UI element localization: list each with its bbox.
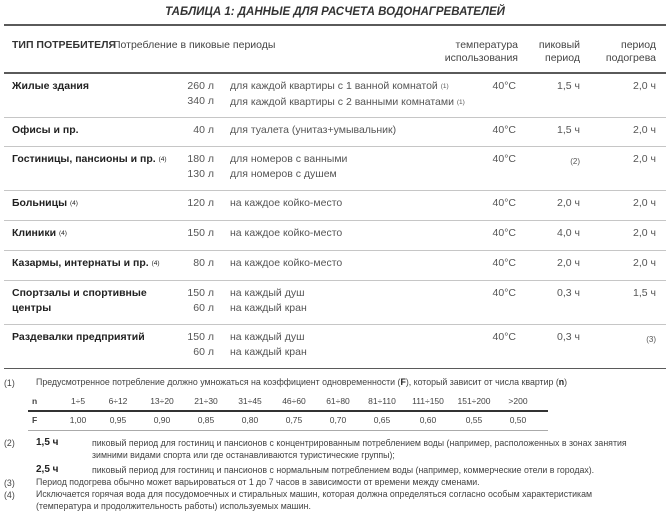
footnote-3-text: Период подогрева обычно может варьироваться от 1 до 7 часов в зависимости от времени между сменами.	[36, 477, 480, 487]
consumer-type: Клиники (4)	[12, 227, 67, 239]
consumer-type: Жилые здания	[12, 80, 89, 92]
n-value: 21÷30	[194, 396, 218, 406]
volume: 150 л 60 л	[187, 331, 214, 358]
temperature: 40°C	[492, 257, 516, 269]
description: для каждой квартиры с 1 ванной комнатой (1) для каждой квартиры с 2 ванными комнатами (1)	[230, 80, 465, 108]
factor-table-f-row	[28, 415, 548, 429]
factor-table-bottom-rule	[28, 430, 548, 431]
consumer-type: Раздевалки предприятий	[12, 331, 145, 343]
temperature: 40°C	[492, 153, 516, 165]
heating-period: 2,0 ч	[633, 227, 656, 239]
volume: 260 л 340 л	[187, 80, 214, 107]
description: на каждое койко-место	[230, 227, 343, 239]
consumer-type: Спортзалы и спортивные центры	[12, 287, 147, 314]
peak-period: 1,5 ч	[557, 124, 580, 136]
footnote-2a-text: пиковый период для гостиниц и пансионов с концентрированным потреблением воды (например, расположенных в зонах занятия зимними видами спорта или где останавливаются туристические группы);	[92, 438, 627, 460]
volume: 180 л 130 л	[187, 153, 214, 180]
peak-period: 0,3 ч	[557, 331, 580, 343]
f-value: 0,95	[109, 415, 127, 425]
heating-period: 2,0 ч	[633, 124, 656, 136]
peak-period: 2,0 ч	[557, 197, 580, 209]
factor-table-n-row	[28, 396, 548, 410]
f-value: 0,65	[373, 415, 391, 425]
peak-period: 0,3 ч	[557, 287, 580, 299]
consumer-type: Казармы, интернаты и пр. (4)	[12, 257, 160, 269]
description: на каждое койко-место	[230, 197, 343, 209]
table-row	[4, 191, 666, 221]
table-row	[4, 74, 666, 118]
temperature: 40°C	[492, 287, 516, 299]
volume: 150 л 60 л	[187, 287, 214, 314]
heating-period: 1,5 ч	[633, 287, 656, 299]
n-value: >200	[508, 396, 528, 406]
volume: 40 л	[193, 124, 214, 136]
header-type: ТИП ПОТРЕБИТЕЛЯ	[12, 39, 116, 51]
footnote-number: (2)	[4, 438, 15, 448]
table-row	[4, 221, 666, 251]
top-rule	[4, 24, 666, 26]
temperature: 40°C	[492, 331, 516, 343]
table-title: ТАБЛИЦА 1: ДАННЫЕ ДЛЯ РАСЧЕТА ВОДОНАГРЕВАТЕЛЕЙ	[165, 6, 505, 18]
consumer-type: Офисы и пр.	[12, 124, 79, 136]
temperature: 40°C	[492, 124, 516, 136]
peak-period: 2,0 ч	[557, 257, 580, 269]
description: на каждый душ на каждый кран	[230, 287, 307, 314]
table-row	[4, 281, 666, 325]
n-value: 31÷45	[238, 396, 262, 406]
footnote-2b-text: пиковый период для гостиниц и пансионов с нормальным потреблением воды (например, коммерческие отели в городах).	[92, 465, 595, 475]
table-row	[4, 118, 666, 147]
header-temperature-line2: использования	[444, 51, 518, 64]
n-value: 151÷200	[457, 396, 491, 406]
header-temperature-line1: температура	[455, 39, 518, 51]
n-value: 111÷150	[412, 396, 444, 406]
peak-value-b: 2,5 ч	[36, 464, 59, 475]
footnote-4-text: Исключается горячая вода для посудомоечных и стиральных машин, которая должна определяться согласно особым характеристикам (температура и продолжительность работы) используемых машин.	[36, 489, 593, 511]
f-value: 0,75	[285, 415, 303, 425]
n-label: n	[32, 396, 38, 406]
temperature: 40°C	[492, 227, 516, 239]
f-value: 0,85	[197, 415, 215, 425]
n-value: 61÷80	[326, 396, 350, 406]
peak-period: 1,5 ч	[557, 80, 580, 92]
header-peak-line2: период	[545, 51, 580, 64]
header-temperature	[420, 39, 518, 64]
peak-period: (2)	[570, 157, 580, 166]
heating-period: 2,0 ч	[633, 257, 656, 269]
peak-value-a: 1,5 ч	[36, 437, 59, 448]
volume: 150 л	[187, 227, 214, 239]
temperature: 40°C	[492, 197, 516, 209]
description: на каждое койко-место	[230, 257, 343, 269]
footnote-number: (1)	[4, 378, 15, 388]
n-value: 46÷60	[282, 396, 306, 406]
factor-table-rule	[28, 410, 548, 412]
footnote-number: (4)	[4, 490, 15, 500]
f-value: 0,50	[509, 415, 527, 425]
header-heating-line1: период	[621, 39, 656, 51]
f-value: 1,00	[69, 415, 87, 425]
volume: 80 л	[193, 257, 214, 269]
n-value: 81÷110	[368, 396, 396, 406]
header-peak	[520, 39, 580, 64]
f-value: 0,55	[465, 415, 483, 425]
temperature: 40°C	[492, 80, 516, 92]
description: для туалета (унитаз+умывальник)	[230, 124, 397, 136]
description: на каждый душ на каждый кран	[230, 331, 307, 358]
n-value: 6÷12	[108, 396, 128, 406]
f-value: 0,60	[419, 415, 437, 425]
description: для номеров с ванными для номеров с душем	[230, 153, 348, 180]
header-heating	[590, 39, 656, 64]
consumer-type: Больницы (4)	[12, 197, 78, 209]
peak-period: 4,0 ч	[557, 227, 580, 239]
consumer-type: Гостиницы, пансионы и пр. (4)	[12, 153, 167, 165]
heating-period: (3)	[646, 335, 656, 344]
heating-period: 2,0 ч	[633, 153, 656, 165]
f-value: 0,80	[241, 415, 259, 425]
table-row	[4, 251, 666, 281]
header-heating-line2: подогрева	[605, 51, 656, 64]
volume: 120 л	[187, 197, 214, 209]
f-value: 0,90	[153, 415, 171, 425]
header-consumption: Потребление в пиковые периоды	[113, 39, 276, 51]
header-peak-line1: пиковый	[538, 39, 580, 51]
heating-period: 2,0 ч	[633, 197, 656, 209]
heating-period: 2,0 ч	[633, 80, 656, 92]
n-value: 13÷20	[150, 396, 174, 406]
n-value: 1÷5	[70, 396, 86, 406]
footnote-number: (3)	[4, 478, 15, 488]
table-row	[4, 325, 666, 369]
footnote-1-text: Предусмотренное потребление должно умножаться на коэффициент одновременности (F), который зависит от числа квартир (n)	[36, 377, 568, 387]
table-row	[4, 147, 666, 191]
f-label: F	[32, 415, 38, 425]
f-value: 0,70	[329, 415, 347, 425]
